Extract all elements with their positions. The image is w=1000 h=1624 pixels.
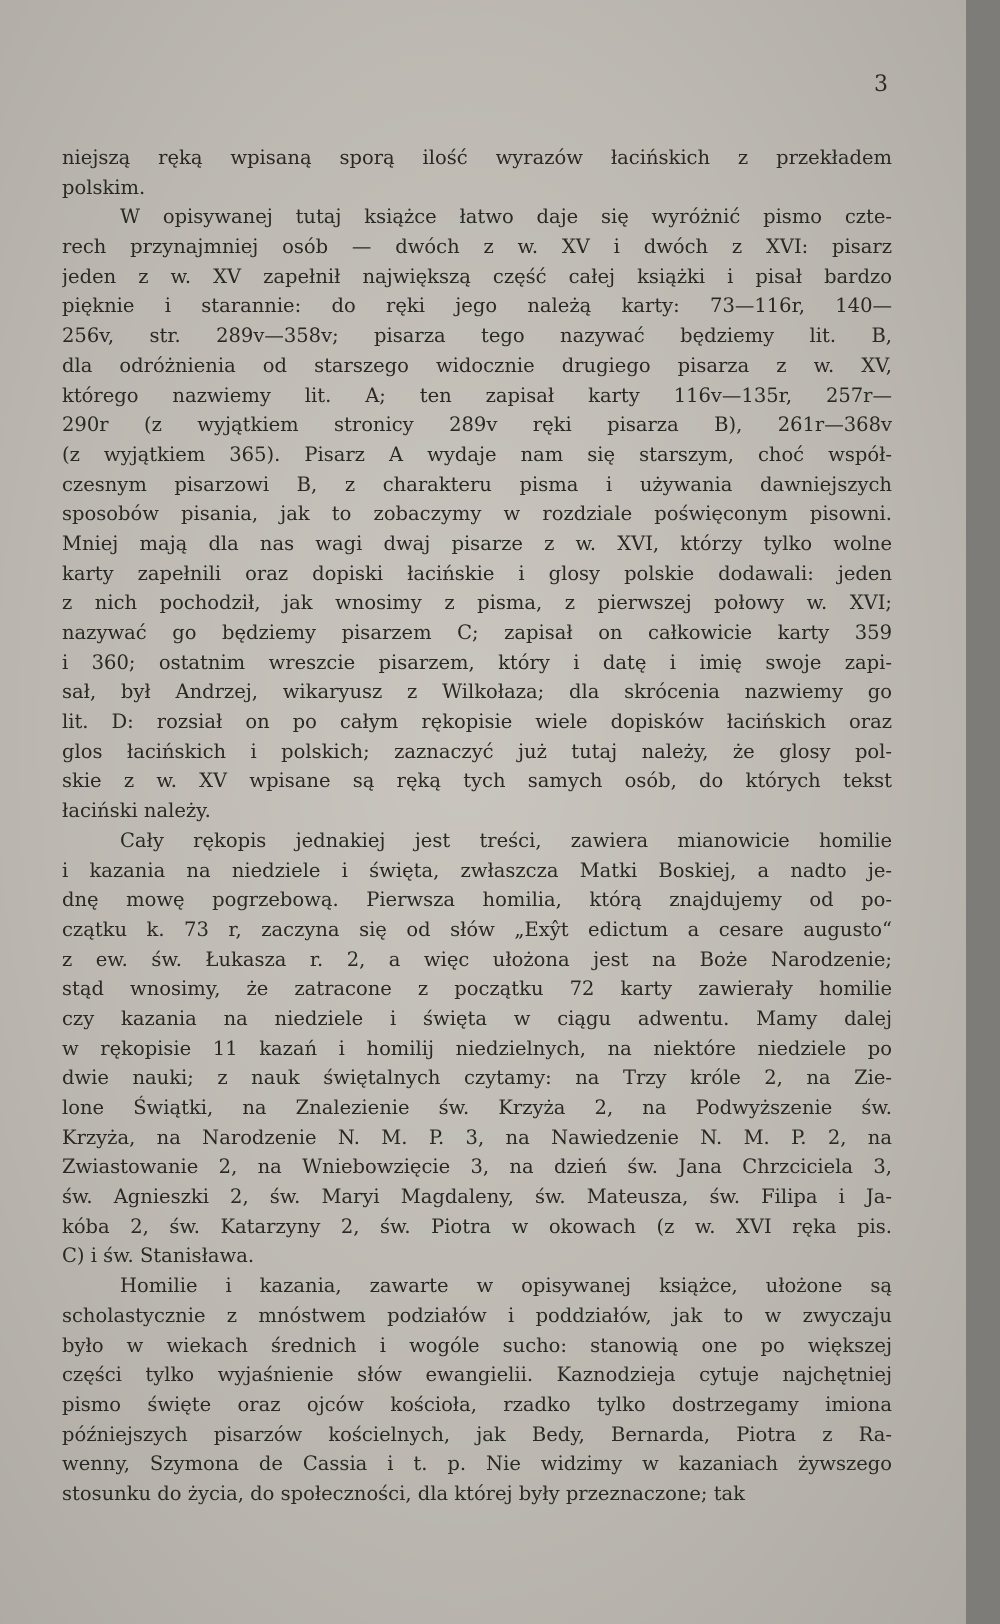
text-line: lone Świątki, na Znalezienie św. Krzyża 2, na Podwyższenie św.: [62, 1096, 892, 1119]
text-line: i kazania na niedziele i święta, zwłaszcza Matki Boskiej, a nadto je-: [62, 858, 892, 882]
text-line: św. Agnieszki 2, św. Maryi Magdaleny, św. Mateusza, św. Filipa i Ja-: [62, 1185, 892, 1209]
text-line: Krzyża, na Narodzenie N. M. P. 3, na Nawiedzenie N. M. P. 2, na: [62, 1125, 892, 1149]
text-line: pięknie i starannie: do ręki jego należą karty: 73—116r, 140—: [62, 294, 892, 318]
text-line: stąd wnosimy, że zatracone z początku 72 karty zawierały homilie: [62, 977, 892, 1001]
text-line: glos łacińskich i polskich; zaznaczyć już tutaj należy, że glosy pol-: [62, 739, 892, 763]
text-line: sał, był Andrzej, wikaryusz z Wilkołaza; dla skrócenia nazwiemy go: [62, 680, 892, 704]
text-line: jeden z w. XV zapełnił największą część całej książki i pisał bardzo: [62, 264, 892, 288]
text-line: Cały rękopis jednakiej jest treści, zawiera mianowicie homilie: [120, 828, 892, 852]
text-line: czątku k. 73 r, zaczyna się od słów „Exŷt edictum a cesare augusto“: [62, 917, 892, 941]
page-number: 3: [874, 72, 888, 97]
paragraph: [62, 202, 892, 825]
text-line: (z wyjątkiem 365). Pisarz A wydaje nam się starszym, choć współ-: [62, 442, 892, 466]
text-line: 256v, str. 289v—358v; pisarza tego nazywać będziemy lit. B,: [62, 324, 892, 348]
paragraph: [62, 826, 892, 1271]
text-line: z ew. św. Łukasza r. 2, a więc ułożona jest na Boże Narodzenie;: [62, 947, 892, 971]
body-text: [62, 143, 892, 1509]
text-line: C) i św. Stanisława.: [62, 1244, 255, 1268]
text-line: wenny, Szymona de Cassia i t. p. Nie widzimy w kazaniach żywszego: [62, 1452, 892, 1476]
text-line: dwie nauki; z nauk świętalnych czytamy: na Trzy króle 2, na Zie-: [62, 1066, 892, 1090]
text-line: czy kazania na niedziele i święta w ciągu adwentu. Mamy dalej: [62, 1006, 892, 1030]
text-line: i 360; ostatnim wreszcie pisarzem, który i datę i imię swoje zapi-: [62, 650, 892, 674]
text-line: było w wiekach średnich i wogóle sucho: stanowią one po większej: [62, 1333, 892, 1357]
text-line: sposobów pisania, jak to zobaczymy w rozdziale poświęconym pisowni.: [62, 502, 892, 526]
text-line: karty zapełnili oraz dopiski łacińskie i glosy polskie dodawali: jeden: [62, 561, 892, 585]
text-line: polskim.: [62, 175, 146, 199]
text-line: Mniej mają dla nas wagi dwaj pisarze z w. XVI, którzy tylko wolne: [62, 531, 892, 555]
text-line: z nich pochodził, jak wnosimy z pisma, z pierwszej połowy w. XVI;: [62, 591, 892, 615]
text-line: skie z w. XV wpisane są ręką tych samych osób, do których tekst: [62, 769, 892, 793]
text-line: scholastycznie z mnóstwem podziałów i poddziałów, jak to w zwyczaju: [62, 1303, 892, 1327]
paragraph: [62, 143, 892, 202]
text-line: w rękopisie 11 kazań i homilij niedzielnych, na niektóre niedziele po: [62, 1036, 892, 1060]
text-line: pismo święte oraz ojców kościoła, rzadko tylko dostrzegamy imiona: [62, 1392, 892, 1416]
text-line: części tylko wyjaśnienie słów ewangielii. Kaznodzieja cytuje najchętniej: [62, 1363, 892, 1387]
text-line: kóba 2, św. Katarzyny 2, św. Piotra w okowach (z w. XVI ręka pis.: [62, 1214, 892, 1238]
text-line: stosunku do życia, do społeczności, dla której były przeznaczone; tak: [62, 1481, 745, 1505]
text-line: 290r (z wyjątkiem stronicy 289v ręki pisarza B), 261r—368v: [62, 413, 892, 437]
text-line: nazywać go będziemy pisarzem C; zapisał on całkowicie karty 359: [62, 621, 892, 644]
text-line: dla odróżnienia od starszego widocznie drugiego pisarza z w. XV,: [62, 353, 892, 377]
text-line: lit. D: rozsiał on po całym rękopisie wiele dopisków łacińskich oraz: [62, 710, 892, 734]
text-line: niejszą ręką wpisaną sporą ilość wyrazów łacińskich z przekładem: [62, 146, 892, 169]
text-line: czesnym pisarzowi B, z charakteru pisma i używania dawniejszych: [62, 472, 892, 496]
text-line: Homilie i kazania, zawarte w opisywanej książce, ułożone są: [120, 1274, 892, 1298]
text-line: rech przynajmniej osób — dwóch z w. XV i dwóch z XVI: pisarz: [62, 235, 892, 259]
text-line: późniejszych pisarzów kościelnych, jak Bedy, Bernarda, Piotra z Ra-: [62, 1422, 892, 1446]
text-line: którego nazwiemy lit. A; ten zapisał karty 116v—135r, 257r—: [62, 383, 892, 407]
paragraph: [62, 1271, 892, 1509]
text-line: łaciński należy.: [62, 799, 211, 823]
text-line: W opisywanej tutaj książce łatwo daje się wyróżnić pismo czte-: [120, 205, 892, 229]
text-line: dnę mowę pogrzebową. Pierwsza homilia, którą znajdujemy od po-: [62, 888, 892, 912]
text-line: Zwiastowanie 2, na Wniebowzięcie 3, na dzień św. Jana Chrzciciela 3,: [62, 1155, 892, 1179]
